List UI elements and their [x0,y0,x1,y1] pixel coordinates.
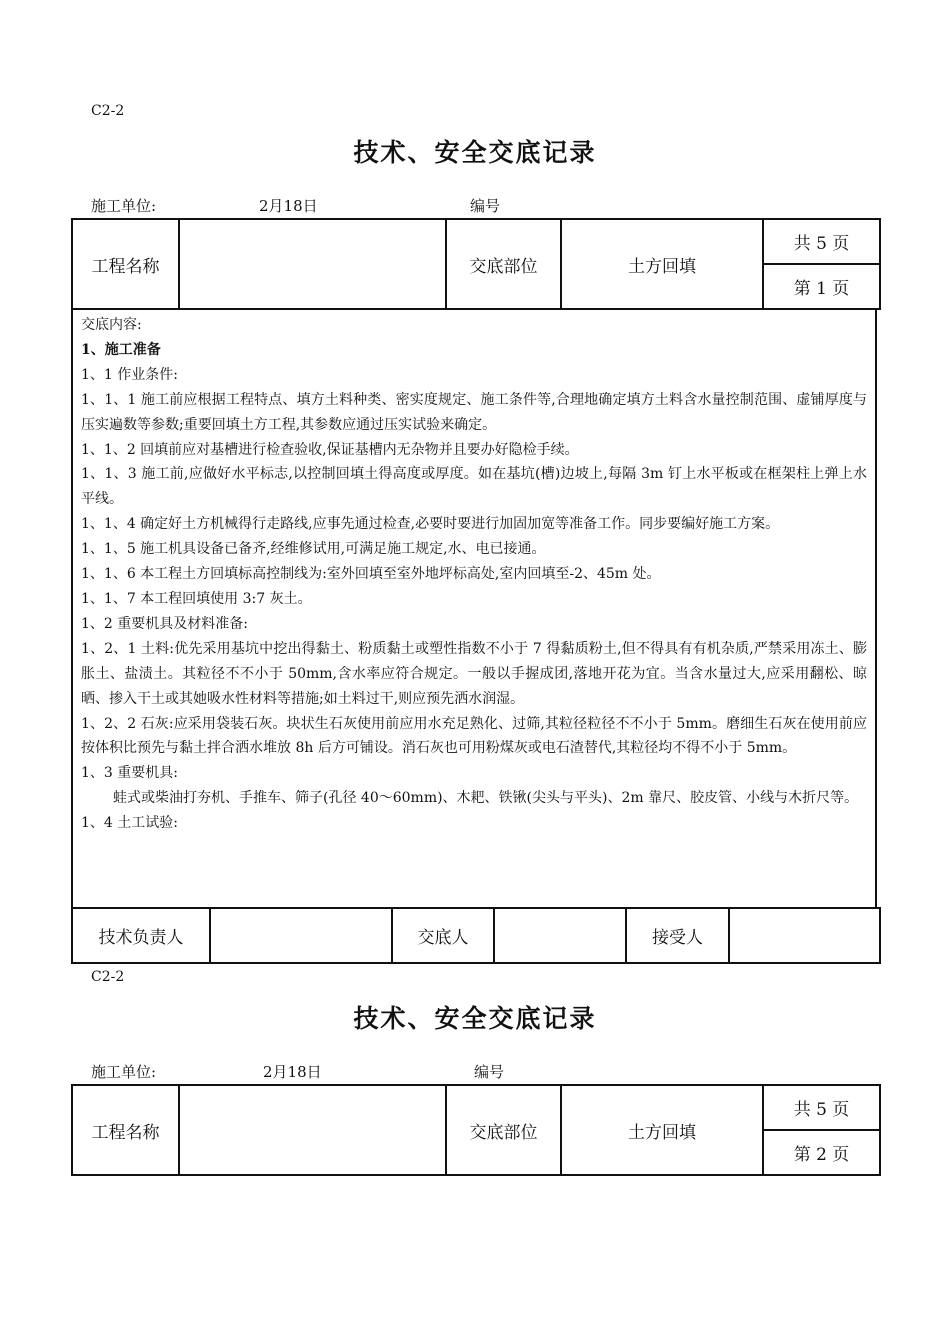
page-number: 第 1 页 [763,264,880,309]
number-label: 编号 [470,197,501,215]
project-name-label: 工程名称 [72,1085,179,1175]
tech-lead-value [210,908,392,963]
content-line: 1、4 土工试验: [81,815,178,832]
unit-label: 施工单位: [91,1063,157,1081]
number-label: 编号 [474,1063,505,1081]
header-table [71,1084,881,1176]
project-name-label: 工程名称 [72,219,179,309]
tech-lead-label: 技术负责人 [72,908,210,963]
content-line: 1、1 作业条件: [81,366,178,383]
total-pages: 共 5 页 [763,1085,880,1130]
page-number: 第 2 页 [763,1130,880,1175]
form-code: C2-2 [91,969,125,985]
content-line: 1、2 重要机具及材料准备: [81,615,248,632]
content-line: 1、1、5 施工机具设备已备齐,经维修试用,可满足施工规定,水、电已接通。 [81,541,546,558]
content-line: 1、1、1 施工前应根据工程特点、填方土料种类、密实度规定、施工条件等,合理地确定填方土料含水量控制范围、虚铺厚度与压实遍数等参数;重要回填土方工程,其参数应通过压实试验来确定。 [81,391,867,433]
content-line: 1、1、2 回填前应对基槽进行检查验收,保证基槽内无杂物并且要办好隐检手续。 [81,441,579,458]
form-code: C2-2 [91,103,125,119]
content-line: 1、1、6 本工程土方回填标高控制线为:室外回填至室外地坪标高处,室内回填至-2、45m 处。 [81,566,661,583]
project-name-value [179,219,446,309]
content-line: 1、1、3 施工前,应做好水平标志,以控制回填土得高度或厚度。如在基坑(槽)边坡上,每隔 3m 钉上水平板或在框架柱上弹上水平线。 [81,466,867,508]
unit-label: 施工单位: [91,197,157,215]
receiver-label: 接受人 [626,908,729,963]
content-line: 1、3 重要机具: [81,765,178,782]
date-value: 2月18日 [259,197,318,215]
content-line: 1、1、7 本工程回填使用 3:7 灰土。 [81,590,312,607]
position-label: 交底部位 [446,219,561,309]
page-title: 技术、安全交底记录 [353,1004,597,1033]
header-table [71,218,881,310]
section-heading: 1、施工准备 [81,341,161,358]
project-name-value [179,1085,446,1175]
content-line: 蛙式或柴油打夯机、手推车、筛子(孔径 40～60mm)、木耙、铁锹(尖头与平头)、2m 靠尺、胶皮管、小线与木折尺等。 [113,790,859,807]
page-title: 技术、安全交底记录 [353,138,597,167]
discloser-value [494,908,626,963]
content-heading: 交底内容: [81,317,142,333]
position-value: 土方回填 [561,1085,763,1175]
date-value: 2月18日 [263,1063,322,1081]
signature-table [71,907,881,964]
position-value: 土方回填 [561,219,763,309]
content-body [71,309,877,907]
receiver-value [729,908,880,963]
content-line: 1、2、2 石灰:应采用袋装石灰。块状生石灰使用前应用水充足熟化、过筛,其粒径粒径不不小于 5mm。磨细生石灰在使用前应按体积比预先与黏土拌合洒水堆放 8h 后方可铺设。消石灰也可用粉煤灰或电石渣替代,其粒径均不得不小于 5mm。 [81,715,867,757]
position-label: 交底部位 [446,1085,561,1175]
content-line: 1、1、4 确定好土方机械得行走路线,应事先通过检查,必要时要进行加固加宽等准备工作。同步要编好施工方案。 [81,516,780,533]
content-line: 1、2、1 土料:优先采用基坑中挖出得黏土、粉质黏土或塑性指数不小于 7 得黏质粉土,但不得具有有机杂质,严禁采用冻土、膨胀土、盐渍土。其粒径不不小于 50mm,含水率应符合规定。一般以手握成团,落地开花为宜。当含水量过大,应采用翻松、晾晒、掺入干土或其她吸水性材料等措施;如土料过干,则应预先洒水润湿。 [81,640,867,707]
total-pages: 共 5 页 [763,219,880,264]
discloser-label: 交底人 [392,908,494,963]
